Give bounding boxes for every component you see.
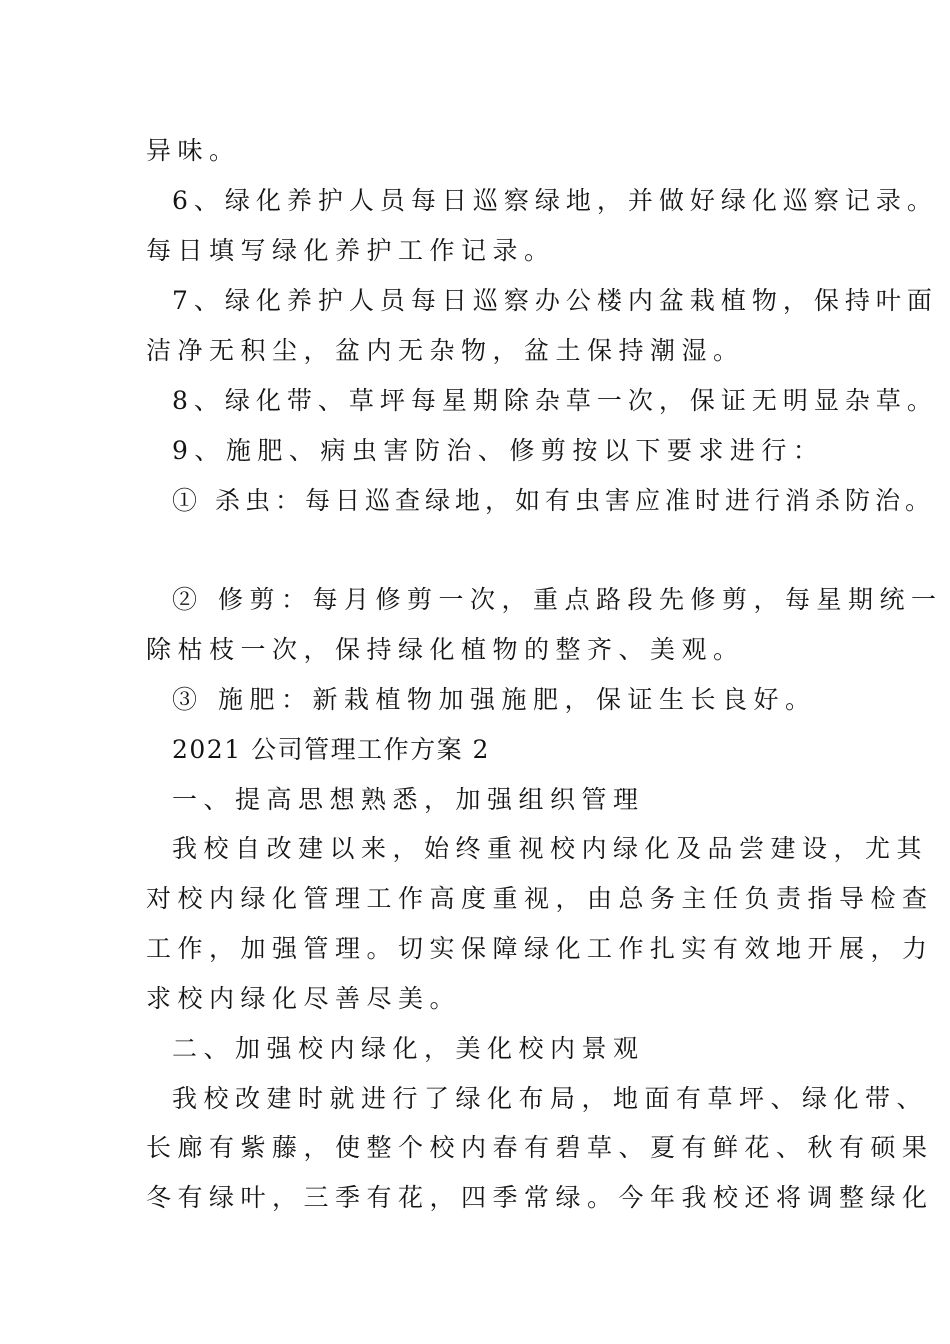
text-line: 每日填写绿化养护工作记录。	[146, 236, 556, 265]
text-line: 8、绿化带、草坪每星期除杂草一次，保证无明显杂草。	[172, 386, 938, 415]
text-line: 长廊有紫藤，使整个校内春有碧草、夏有鲜花、秋有硕果	[146, 1133, 934, 1162]
section-heading: 一、提高思想熟悉，加强组织管理	[172, 785, 645, 814]
text-line: ① 杀虫：每日巡查绿地，如有虫害应准时进行消杀防治。	[172, 486, 935, 515]
text-line: 异味。	[146, 136, 241, 165]
section-title: 2021 公司管理工作方案 2	[172, 735, 490, 764]
text-line: ② 修剪：每月修剪一次，重点路段先修剪，每星期统一	[172, 585, 943, 614]
text-line: 6、绿化养护人员每日巡察绿地，并做好绿化巡察记录。	[172, 186, 938, 215]
text-line: 洁净无积尘，盆内无杂物，盆土保持潮湿。	[146, 336, 745, 365]
text-line: 除枯枝一次，保持绿化植物的整齐、美观。	[146, 635, 745, 664]
text-line: 我校改建时就进行了绿化布局，地面有草坪、绿化带、	[172, 1084, 929, 1113]
text-line: 我校自改建以来，始终重视校内绿化及品尝建设，尤其	[172, 834, 929, 863]
text-line: 7、绿化养护人员每日巡察办公楼内盆栽植物，保持叶面	[172, 286, 938, 315]
text-line: 冬有绿叶，三季有花，四季常绿。今年我校还将调整绿化	[146, 1183, 934, 1212]
text-line: 对校内绿化管理工作高度重视，由总务主任负责指导检查	[146, 884, 934, 913]
text-line: 求校内绿化尽善尽美。	[146, 984, 462, 1013]
text-line: ③ 施肥：新栽植物加强施肥，保证生长良好。	[172, 685, 817, 714]
text-line: 9、施肥、病虫害防治、修剪按以下要求进行：	[172, 436, 825, 465]
text-line: 工作，加强管理。切实保障绿化工作扎实有效地开展，力	[146, 934, 934, 963]
section-heading: 二、加强校内绿化，美化校内景观	[172, 1034, 645, 1063]
